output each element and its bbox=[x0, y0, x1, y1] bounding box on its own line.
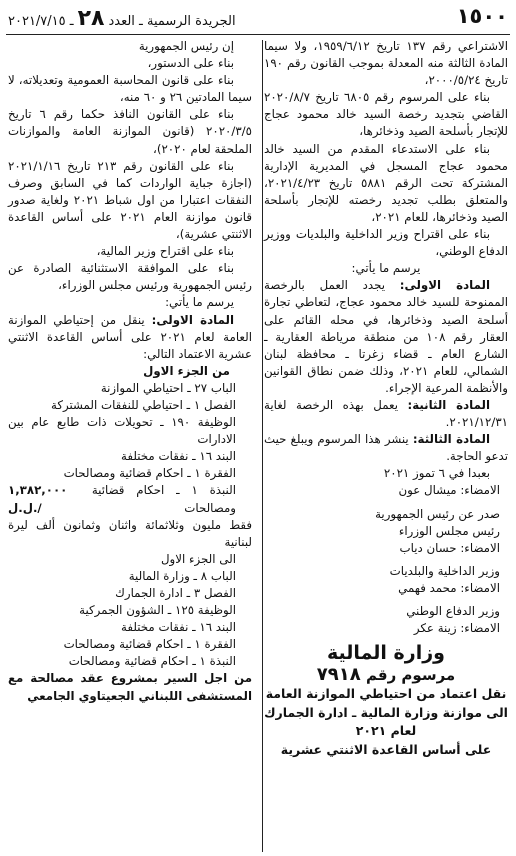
article-text: يجدد العمل بالرخصة الممنوحة للسيد خالد محمود عجاج، لتعاطي تجارة أسلحة الصيد وذخائرها، في محله القائم على العقار رقم ١٠٨ من منطقة مرياطة العقارية ـ الشارع العام ـ قضاء زغرتا ـ محافظة لبنان الشمالي، للعام ٢٠٢١، وذلك ضمن نطاق القوانين والأنظمة المرعية الإجراء. bbox=[264, 278, 509, 395]
allocation-line: الفصل ١ ـ احتياطي للنفقات المشتركة bbox=[51, 397, 236, 412]
ministry-heading: وزارة المالية bbox=[327, 642, 445, 665]
preamble-line: إن رئيس الجمهورية bbox=[138, 39, 234, 53]
defense-signature: الامضاء: زينة عكر bbox=[413, 621, 500, 636]
intro-paragraph: بناء على اقتراح وزير الداخلية والبلديات ووزير الدفاع الوطني، bbox=[264, 227, 508, 259]
amount-value: ١,٣٨٢,٠٠٠ /.ل.ل bbox=[8, 483, 68, 515]
article-label: المادة الثانية: bbox=[407, 397, 490, 412]
right-column bbox=[264, 38, 508, 759]
allocation-line: الباب ٢٧ ـ احتياطي الموازنة bbox=[100, 380, 236, 395]
issue-date: ـ ٢٠٢١/٧/١٥ bbox=[8, 14, 74, 29]
amount-row bbox=[8, 482, 252, 516]
decree-title-line: على أساس القاعدة الاثنتي عشرية bbox=[280, 741, 492, 757]
article-label: المادة الاولى: bbox=[399, 278, 490, 293]
decree-title-line: لعام ٢٠٢١ bbox=[355, 723, 417, 739]
decree-heading: يرسم ما يأتي: bbox=[165, 295, 234, 310]
allocation-line: البند ١٦ ـ نفقات مختلفة bbox=[121, 449, 236, 464]
allocation-line: النبذة ١ ـ احكام قضائية ومصالحات bbox=[68, 654, 236, 669]
allocation-line: الوظيفة ١٩٠ ـ تحويلات ذات طابع عام بين الادارات bbox=[8, 415, 236, 447]
decree-label: مرسوم رقم bbox=[365, 666, 456, 685]
header-rule bbox=[6, 34, 510, 35]
pm-title: رئيس مجلس الوزراء bbox=[398, 523, 500, 538]
decree-heading: يرسم ما يأتي: bbox=[351, 261, 421, 276]
decree-title-line: نقل اعتماد من احتياطي الموازنة العامة bbox=[265, 686, 507, 702]
issued-by: صدر عن رئيس الجمهورية bbox=[375, 506, 500, 521]
preamble-line: بناء على الدستور، bbox=[147, 56, 234, 71]
gazette-name: الجريدة الرسمية ـ العدد bbox=[108, 14, 236, 29]
amount-words: فقط مليون وثلاثمائة واثنان وثمانون ألف ليرة لبنانية bbox=[8, 517, 252, 549]
allocation-line: الوظيفة ١٢٥ ـ الشؤون الجمركية bbox=[79, 603, 236, 618]
article-1 bbox=[264, 277, 508, 397]
closing-purpose: من اجل السير بمشروع عقد مصالحة مع المستشفى اللبناني الجعيتاوي الجامعي bbox=[8, 671, 252, 703]
date-line: بعبدا في ٦ تموز ٢٠٢١ bbox=[383, 466, 490, 481]
article-label: المادة الثالثة: bbox=[412, 432, 490, 447]
preamble-line: بناء على القانون النافذ حكما رقم ٦ تاريخ ٢٠٢٠/٣/٥ (قانون الموازنة العامة والموازنات الملحقة لعام ٢٠٢٠)، bbox=[8, 107, 252, 156]
article-text: ينقل من إحتياطي الموازنة العامة لعام ٢٠٢١ على أساس القاعدة الاثنتي عشرية الاعتماد التالي: bbox=[8, 312, 252, 361]
preamble-line: بناء على اقتراح وزير المالية، bbox=[96, 244, 234, 259]
to-part: الى الجزء الاول bbox=[160, 551, 236, 566]
gazette-issue-line bbox=[8, 6, 236, 31]
article-2 bbox=[264, 397, 508, 431]
intro-paragraph: الاشتراعي رقم ١٣٧ تاريخ ١٩٥٩/٦/١٢، ولا سيما المادة الثالثة منه المعدلة بموجب القانون رقم ١٩٠ تاريخ ٢٠٠٠/٥/٢٤، bbox=[264, 39, 508, 88]
article-label: المادة الاولى: bbox=[151, 312, 234, 327]
interior-signature: الامضاء: محمد فهمي bbox=[398, 580, 500, 595]
column-divider bbox=[262, 40, 263, 852]
left-column bbox=[8, 38, 252, 705]
decree-number-line bbox=[264, 665, 508, 685]
interior-title: وزير الداخلية والبلديات bbox=[389, 563, 500, 578]
page-header bbox=[0, 0, 516, 34]
preamble-line: بناء على القانون رقم ٢١٣ تاريخ ٢٠٢١/١/١٦ (اجازة جباية الواردات كما في السابق وصرف النفقات اعتبارا من اول شباط ٢٠٢١ ولغاية صدور قانون موازنة العام ٢٠٢١ على أساس القاعدة الاثنتي عشرية)، bbox=[8, 158, 252, 242]
decree-title-line: الى موازنة وزارة المالية ـ ادارة الجمارك bbox=[264, 704, 508, 720]
article-text: ينشر هذا المرسوم ويبلغ حيث تدعو الحاجة. bbox=[264, 432, 508, 464]
allocation-line: الفقرة ١ ـ احكام قضائية ومصالحات bbox=[63, 637, 236, 652]
allocation-line: الفصل ٣ ـ ادارة الجمارك bbox=[115, 586, 236, 600]
preamble-line: بناء على الموافقة الاستثنائية الصادرة عن رئيس الجمهورية ورئيس مجلس الوزراء، bbox=[8, 261, 252, 293]
preamble-line: بناء على قانون المحاسبة العمومية وتعديلاته، لا سيما المادتين ٢٦ و ٦٠ منه، bbox=[8, 73, 252, 105]
pm-signature: الامضاء: حسان دياب bbox=[399, 540, 500, 555]
allocation-line: الباب ٨ ـ وزارة المالية bbox=[128, 568, 236, 583]
from-part: من الجزء الاول bbox=[143, 363, 230, 378]
allocation-line: الفقرة ١ ـ احكام قضائية ومصالحات bbox=[63, 466, 236, 481]
allocation-line: النبذة ١ ـ احكام قضائية ومصالحات bbox=[91, 483, 236, 515]
intro-paragraph: بناء على المرسوم رقم ٦٨٠٥ تاريخ ٢٠٢٠/٨/٧ القاضي بتجديد رخصة السيد خالد محمود عجاج للإتجار بأسلحة الصيد وذخائرها، bbox=[264, 90, 508, 139]
article-1 bbox=[8, 312, 252, 363]
issue-number: ٢٨ bbox=[77, 6, 105, 31]
article-text: يعمل بهذه الرخصة لغاية ٢٠٢١/١٢/٣١. bbox=[264, 397, 508, 430]
decree-number: ٧٩١٨ bbox=[316, 664, 361, 686]
defense-title: وزير الدفاع الوطني bbox=[406, 604, 500, 618]
article-3 bbox=[264, 431, 508, 465]
page-number: ١٥٠٠ bbox=[456, 4, 508, 28]
intro-paragraph: بناء على الاستدعاء المقدم من السيد خالد محمود عجاج المسجل في المديرية الإدارية المشتركة تحت الرقم ٥٨٨١ تاريخ ٢٠٢١/٤/٢٣، والمتعلق بطلب تجديد رخصته للإتجار بأسلحة الصيد وذخائرها، للعام ٢٠٢١، bbox=[264, 141, 508, 224]
president-signature: الامضاء: ميشال عون bbox=[398, 483, 500, 498]
allocation-line: البند ١٦ ـ نفقات مختلفة bbox=[121, 620, 236, 635]
